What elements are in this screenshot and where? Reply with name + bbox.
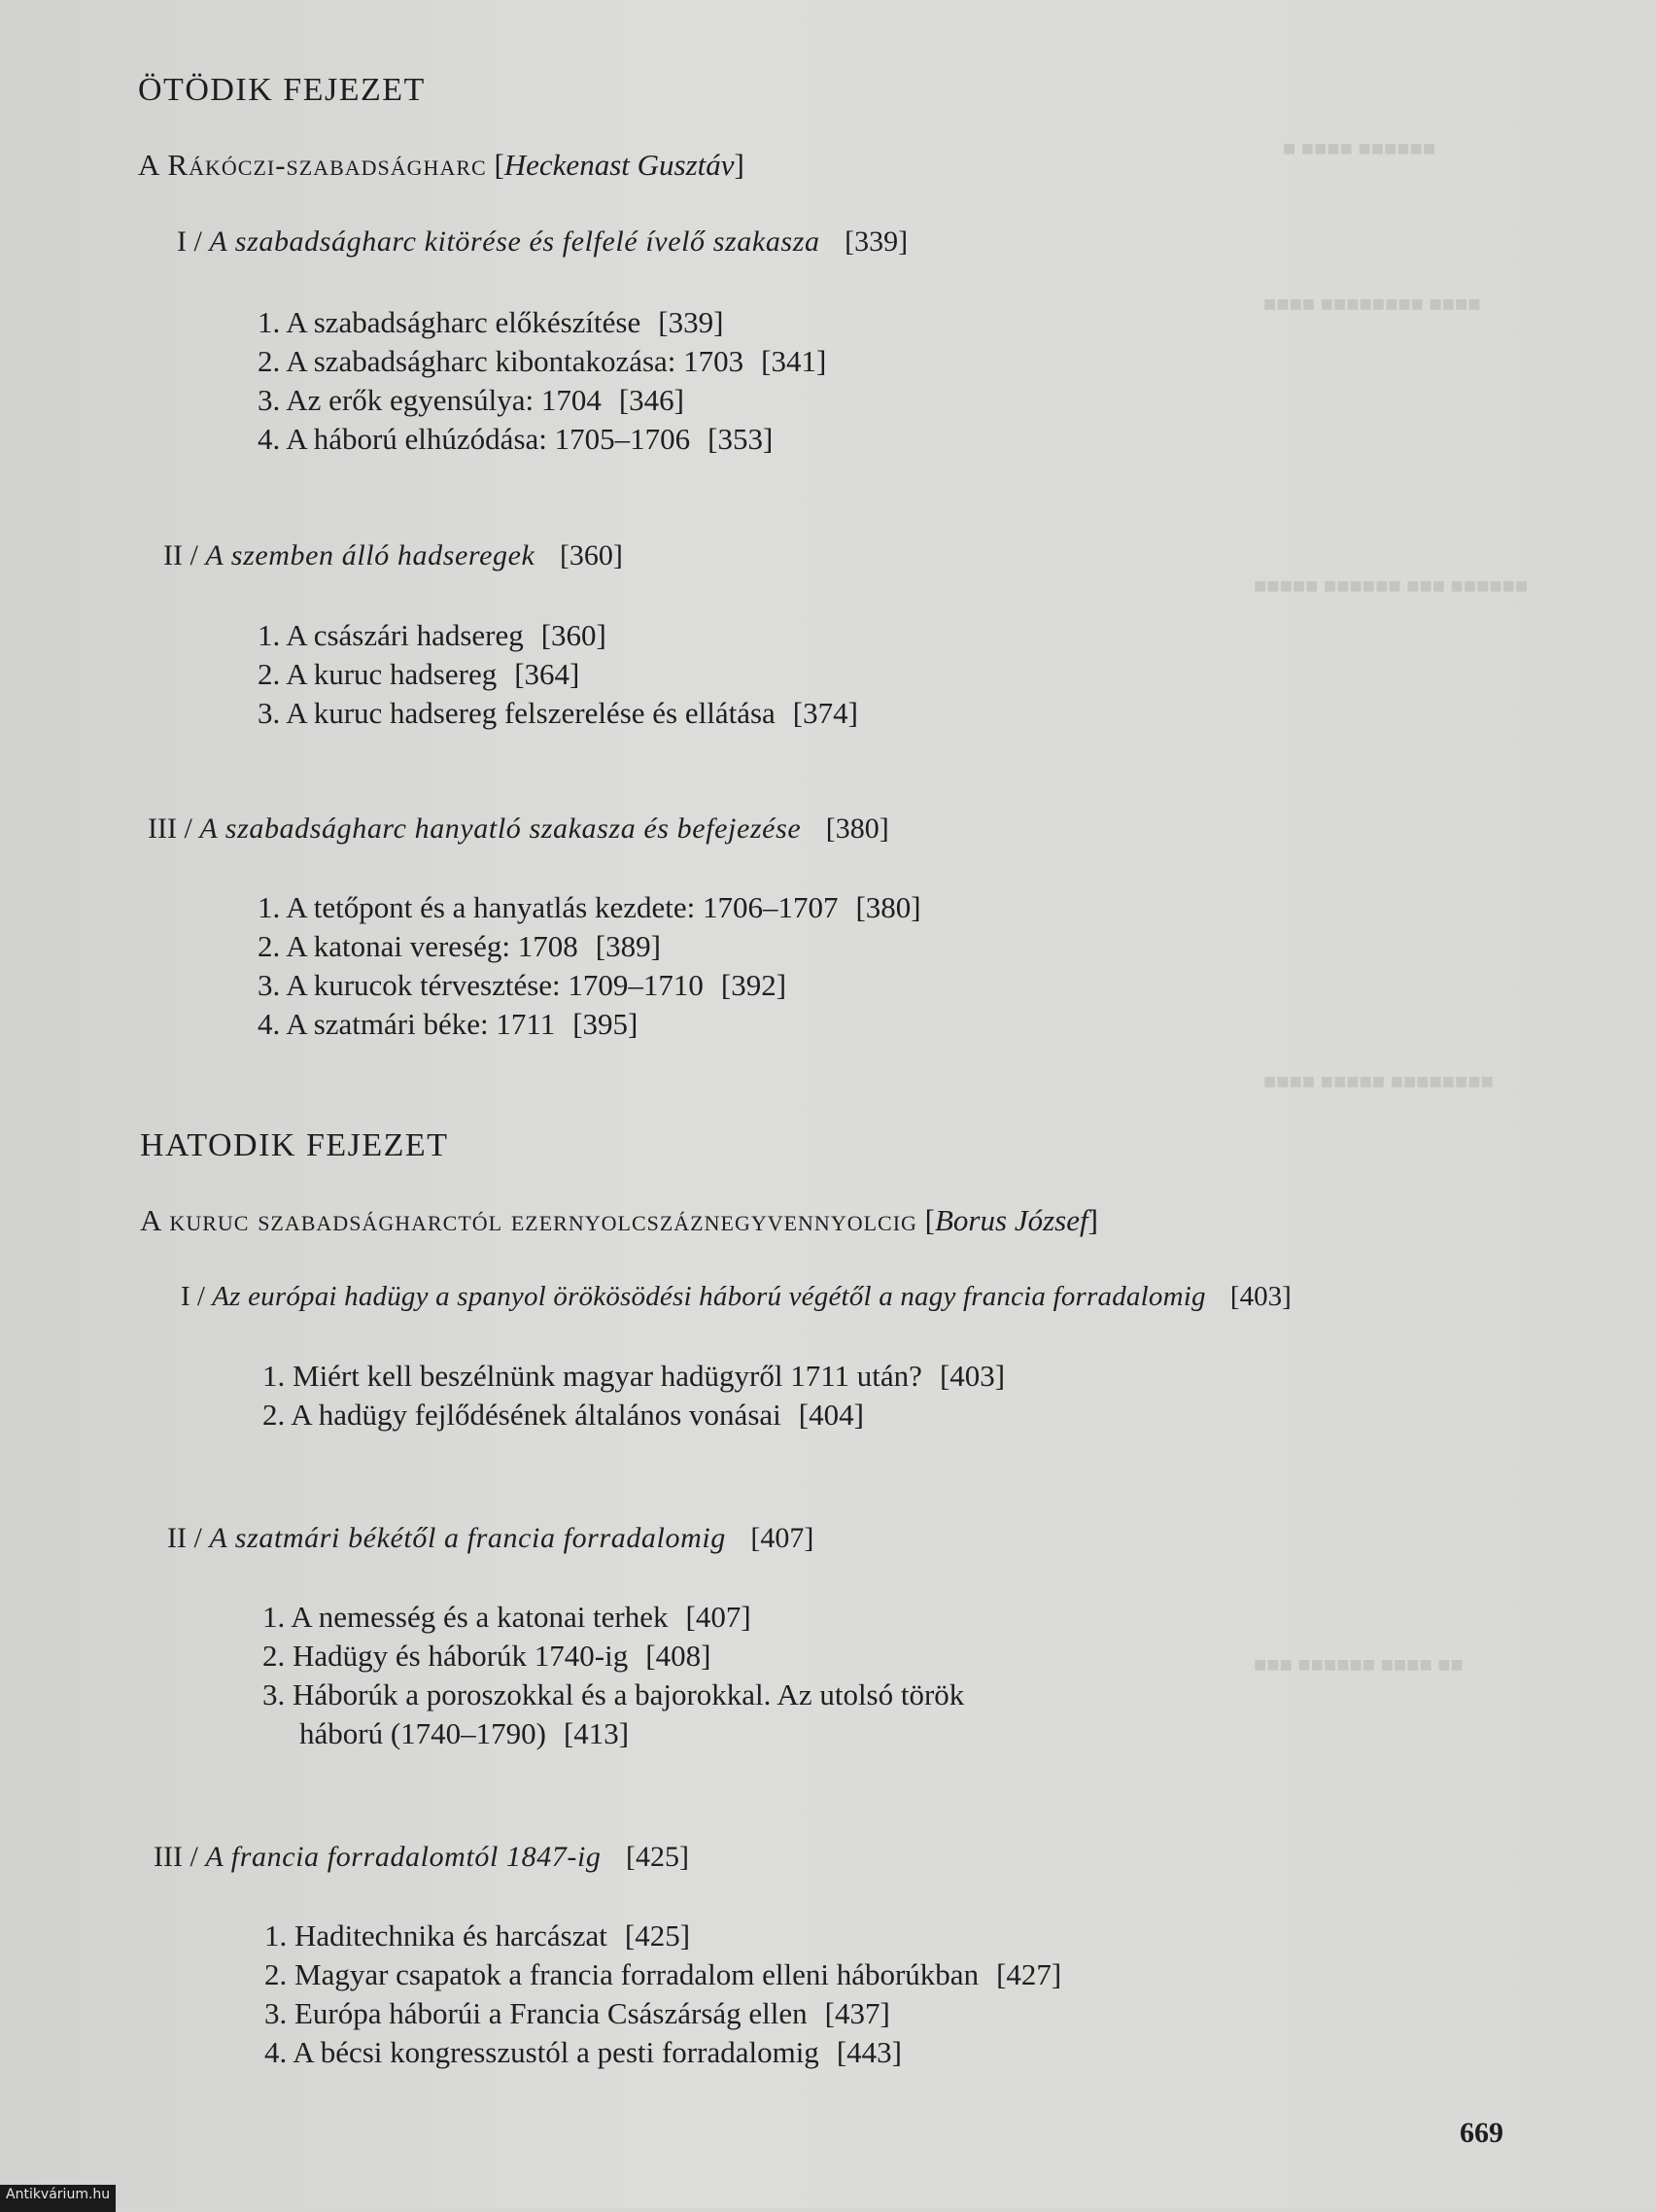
watermark: Antikvárium.hu [0, 2185, 116, 2212]
entry-text: 2. Hadügy és háborúk 1740-ig [262, 1639, 629, 1673]
toc-entry [258, 383, 684, 418]
entry-text: 4. A háború elhúzódása: 1705–1706 [258, 422, 691, 456]
author-bracket-open: [ [494, 148, 504, 182]
author-bracket-close: ] [1087, 1203, 1098, 1237]
entry-text: 1. Haditechnika és harcászat [264, 1918, 607, 1953]
entry-text: 1. A császári hadsereg [258, 618, 524, 652]
entry-page: [374] [792, 696, 858, 730]
part-title: A szabadságharc hanyatló szakasza és befejezése [199, 812, 802, 845]
entry-page: [395] [572, 1007, 638, 1041]
section-author: Borus József [935, 1203, 1088, 1237]
entry-page: [346] [618, 383, 684, 417]
toc-entry [264, 1918, 690, 1953]
section-title-text: A kuruc szabadságharctól ezernyolcszáznegyvennyolcig [140, 1203, 917, 1237]
part-title: Az európai hadügy a spanyol örökösödési háború végétől a nagy francia forradalomig [212, 1281, 1206, 1312]
part-heading [167, 1522, 813, 1555]
part-heading [177, 225, 908, 259]
entry-page: [404] [798, 1398, 864, 1432]
entry-text: 3. A kurucok térvesztése: 1709–1710 [258, 968, 704, 1002]
part-heading [148, 812, 889, 846]
toc-entry [258, 890, 921, 925]
part-number: I / [181, 1281, 205, 1312]
toc-entry [262, 1639, 710, 1674]
entry-text: 4. A bécsi kongresszustól a pesti forradalomig [264, 2035, 819, 2069]
part-number: II / [167, 1522, 202, 1554]
part-title: A szemben álló hadseregek [205, 539, 535, 571]
entry-text: 1. A szabadságharc előkészítése [258, 305, 641, 339]
part-number: III / [154, 1841, 198, 1873]
part-page: [360] [559, 539, 623, 571]
toc-entry-continuation [299, 1716, 629, 1751]
part-heading [163, 539, 623, 572]
toc-entry [262, 1677, 964, 1712]
bleed-through-text: ■■■■■ ■■■■■■ ■■■ ■■■■■■ [1254, 573, 1529, 598]
entry-text: 1. A nemesség és a katonai terhek [262, 1600, 669, 1634]
page-number: 669 [1460, 2117, 1503, 2149]
part-heading [181, 1281, 1292, 1313]
entry-text: 2. Magyar csapatok a francia forradalom elleni háborúkban [264, 1957, 980, 1991]
entry-text: 3. Az erők egyensúlya: 1704 [258, 383, 602, 417]
entry-page: [392] [720, 968, 787, 1002]
toc-entry [258, 305, 723, 340]
toc-entry [262, 1359, 1005, 1394]
toc-entry [258, 657, 579, 692]
part-page: [403] [1229, 1281, 1292, 1312]
part-number: I / [177, 225, 202, 258]
part-title: A francia forradalomtól 1847-ig [205, 1841, 602, 1873]
entry-page: [389] [595, 929, 661, 963]
toc-entry [264, 2035, 902, 2070]
entry-page: [339] [658, 305, 724, 339]
entry-text: 2. A kuruc hadsereg [258, 657, 498, 691]
bleed-through-text: ■ ■■■■ ■■■■■■ [1283, 136, 1436, 160]
toc-entry [258, 422, 773, 457]
section-title [138, 148, 744, 183]
toc-entry [262, 1398, 864, 1433]
toc-entry [264, 1996, 890, 2031]
entry-page: [407] [685, 1600, 751, 1634]
part-heading [154, 1841, 689, 1874]
entry-text: háború (1740–1790) [299, 1716, 546, 1750]
section-title [140, 1203, 1098, 1238]
entry-text: 2. A katonai vereség: 1708 [258, 929, 578, 963]
entry-text: 1. A tetőpont és a hanyatlás kezdete: 1706–1707 [258, 890, 839, 924]
part-number: II / [163, 539, 198, 571]
entry-page: [408] [645, 1639, 711, 1673]
chapter-heading: ÖTÖDIK FEJEZET [138, 72, 426, 108]
part-title: A szabadságharc kitörése és felfelé ívelő szakasza [209, 225, 820, 258]
toc-entry [258, 1007, 638, 1042]
bleed-through-text: ■■■■ ■■■■■ ■■■■■■■■ [1263, 1069, 1494, 1093]
toc-entry [258, 344, 826, 379]
entry-text: 3. A kuruc hadsereg felszerelése és ellátása [258, 696, 776, 730]
toc-entry [264, 1957, 1061, 1992]
entry-text: 2. A hadügy fejlődésének általános vonásai [262, 1398, 781, 1432]
bleed-through-text: ■■■■ ■■■■■■■■ ■■■■ [1263, 292, 1481, 316]
entry-text: 4. A szatmári béke: 1711 [258, 1007, 556, 1041]
entry-page: [341] [761, 344, 827, 378]
section-author: Heckenast Gusztáv [503, 148, 735, 182]
bleed-through-text: ■■■ ■■■■■■ ■■■■ ■■ [1254, 1652, 1464, 1676]
part-page: [339] [845, 225, 909, 258]
entry-page: [413] [563, 1716, 630, 1750]
entry-page: [425] [624, 1918, 691, 1953]
part-page: [380] [825, 812, 889, 845]
part-number: III / [148, 812, 192, 845]
toc-entry [258, 696, 858, 731]
toc-entry [258, 618, 606, 653]
entry-page: [437] [824, 1996, 890, 2030]
section-title-text: A Rákóczi-szabadságharc [138, 148, 487, 182]
entry-page: [427] [996, 1957, 1062, 1991]
entry-page: [360] [540, 618, 606, 652]
author-bracket-open: [ [924, 1203, 935, 1237]
part-page: [407] [750, 1522, 814, 1554]
entry-text: 3. Európa háborúi a Francia Császárság ellen [264, 1996, 808, 2030]
toc-entry [258, 929, 661, 964]
toc-entry [258, 968, 786, 1003]
entry-page: [443] [836, 2035, 902, 2069]
entry-page: [403] [939, 1359, 1006, 1393]
author-bracket-close: ] [734, 148, 744, 182]
entry-page: [353] [707, 422, 774, 456]
chapter-heading: HATODIK FEJEZET [140, 1127, 449, 1163]
entry-text: 1. Miért kell beszélnünk magyar hadügyről 1711 után? [262, 1359, 922, 1393]
toc-entry [262, 1600, 751, 1635]
entry-page: [364] [514, 657, 580, 691]
entry-page: [380] [855, 890, 921, 924]
part-page: [425] [626, 1841, 690, 1873]
entry-text: 3. Háborúk a poroszokkal és a bajorokkal. Az utolsó török [262, 1677, 965, 1711]
entry-text: 2. A szabadságharc kibontakozása: 1703 [258, 344, 744, 378]
part-title: A szatmári békétől a francia forradalomig [209, 1522, 726, 1554]
